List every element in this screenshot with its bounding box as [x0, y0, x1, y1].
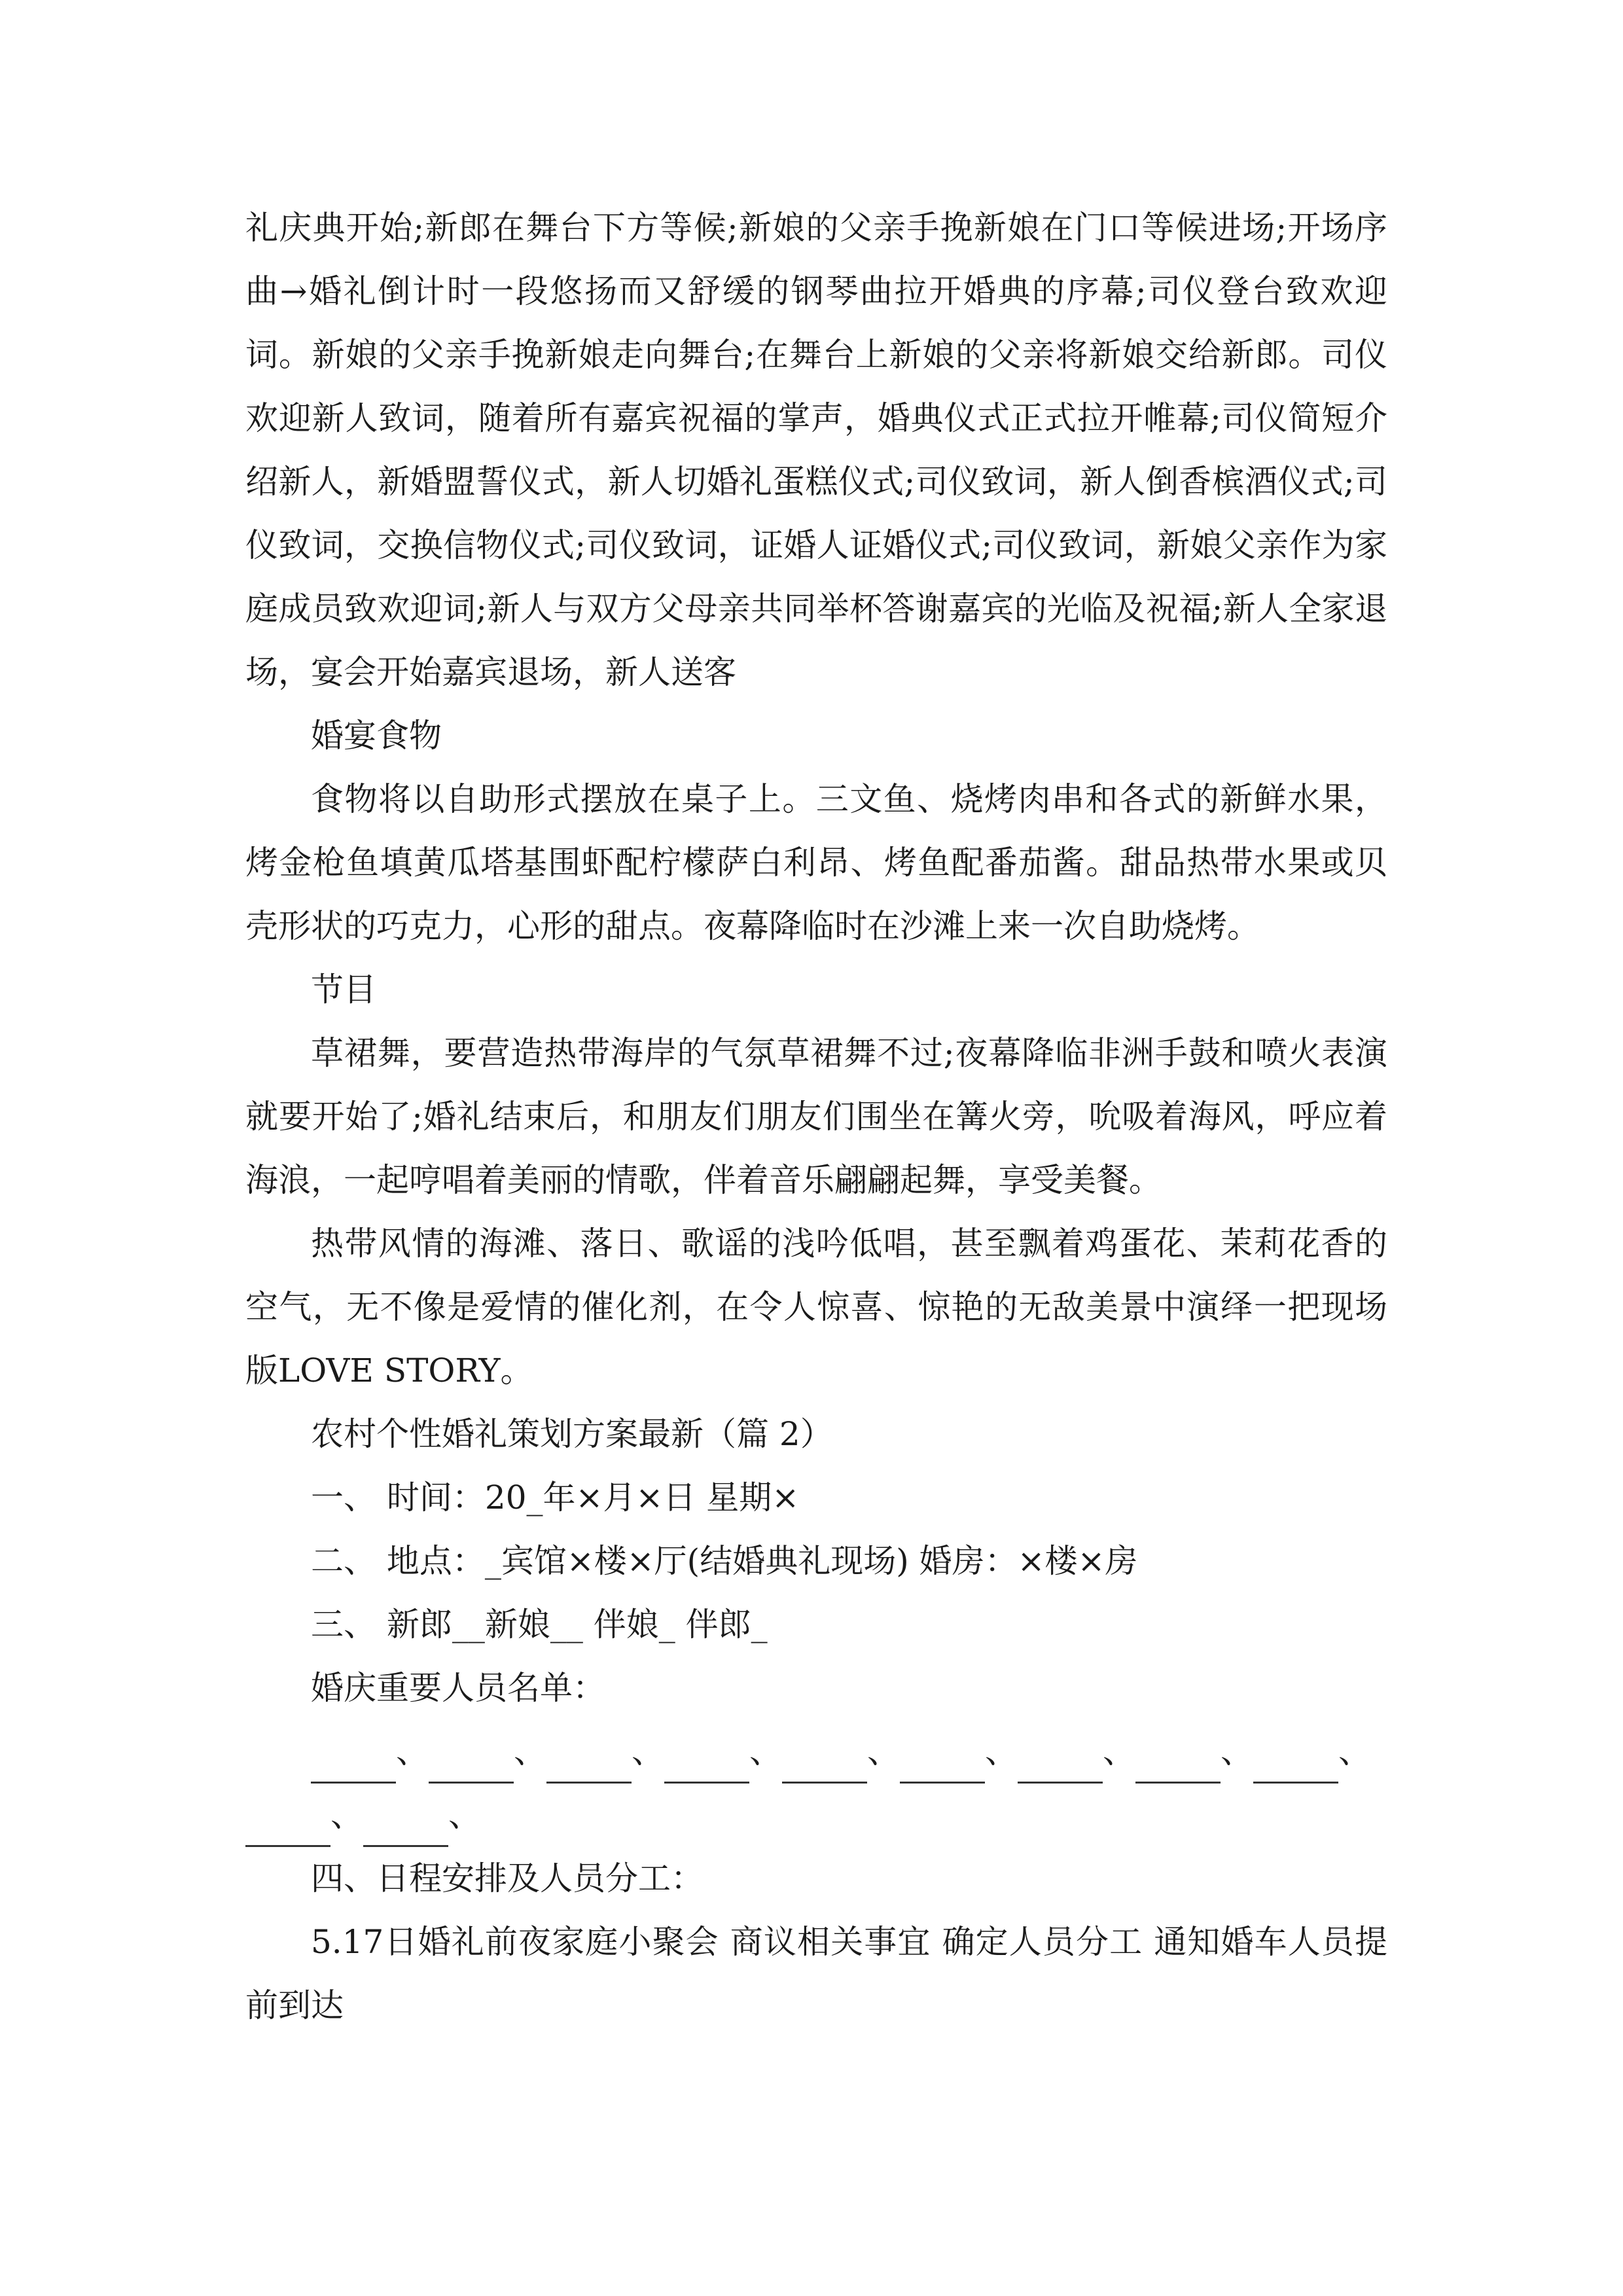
name-separator: 、 — [330, 1796, 363, 1834]
name-blank — [245, 1806, 330, 1847]
name-blank — [900, 1742, 985, 1784]
name-blank — [1253, 1742, 1338, 1784]
name-blank — [363, 1806, 448, 1847]
section-title-2: 农村个性婚礼策划方案最新（篇 2） — [311, 1415, 833, 1453]
item-time: 一、 时间：20_年×月×日 星期× — [311, 1479, 800, 1516]
name-separator: 、 — [749, 1732, 782, 1770]
item-location: 二、 地点：_宾馆×楼×厅(结婚典礼现场) 婚房：×楼×房 — [311, 1542, 1138, 1580]
name-blank — [546, 1742, 632, 1784]
ceremony-paragraph: 礼庆典开始;新郎在舞台下方等候;新娘的父亲手挽新娘在门口等候进场;开场序曲→婚礼倒计时一段悠扬而又舒缓的钢琴曲拉开婚典的序幕;司仪登台致欢迎词。新娘的父亲手挽新娘走向舞台;在舞台上新娘的父亲将新娘交给新郎。司仪欢迎新人致词，随着所有嘉宾祝福的掌声，婚典仪式正式拉开帷幕;司仪简短介绍新人，新婚盟誓仪式，新人切婚礼蛋糕仪式;司仪致词，新人倒香槟酒仪式;司仪致词，交换信物仪式;司仪致词，证婚人证婚仪式;司仪致词，新娘父亲作为家庭成员致欢迎词;新人与双方父母亲共同举杯答谢嘉宾的光临及祝福;新人全家退场，宴会开始嘉宾退场，新人送客 — [245, 209, 1387, 691]
name-blank — [1018, 1742, 1103, 1784]
names-blank-row-1 — [245, 1720, 1387, 1784]
name-blank — [311, 1742, 396, 1784]
name-separator: 、 — [396, 1732, 429, 1770]
name-separator: 、 — [985, 1732, 1018, 1770]
name-blank — [664, 1742, 749, 1784]
name-separator: 、 — [867, 1732, 900, 1770]
name-separator: 、 — [632, 1732, 664, 1770]
name-separator: 、 — [1103, 1732, 1135, 1770]
name-separator: 、 — [514, 1732, 546, 1770]
name-blank — [1135, 1742, 1221, 1784]
document-body — [245, 196, 1387, 2037]
names-heading: 婚庆重要人员名单： — [311, 1669, 605, 1707]
names-blank-row-2 — [245, 1784, 1387, 1847]
love-story-paragraph: 热带风情的海滩、落日、歌谣的浅吟低唱，甚至飘着鸡蛋花、茉莉花香的空气，无不像是爱情的催化剂，在令人惊喜、惊艳的无敌美景中演绎一把现场版LOVE STORY。 — [245, 1225, 1387, 1390]
schedule-heading: 四、日程安排及人员分工： — [311, 1859, 704, 1897]
name-separator: 、 — [448, 1796, 481, 1834]
name-blank — [782, 1742, 867, 1784]
food-heading: 婚宴食物 — [311, 717, 442, 755]
name-separator: 、 — [1338, 1732, 1371, 1770]
name-blank — [429, 1742, 514, 1784]
item-people: 三、 新郎__新娘__ 伴娘_ 伴郎_ — [311, 1605, 768, 1643]
program-paragraph: 草裙舞，要营造热带海岸的气氛草裙舞不过;夜幕降临非洲手鼓和喷火表演就要开始了;婚礼结束后，和朋友们朋友们围坐在篝火旁，吮吸着海风，呼应着海浪，一起哼唱着美丽的情歌，伴着音乐翩翩起舞，享受美餐。 — [245, 1034, 1387, 1199]
food-paragraph: 食物将以自助形式摆放在桌子上。三文鱼、烧烤肉串和各式的新鲜水果，烤金枪鱼填黄瓜塔基围虾配柠檬萨白利昂、烤鱼配番茄酱。甜品热带水果或贝壳形状的巧克力，心形的甜点。夜幕降临时在沙滩上来一次自助烧烤。 — [245, 780, 1387, 945]
name-separator: 、 — [1221, 1732, 1253, 1770]
schedule-paragraph: 5.17日婚礼前夜家庭小聚会 商议相关事宜 确定人员分工 通知婚车人员提前到达 — [245, 1923, 1387, 2024]
program-heading: 节目 — [311, 971, 376, 1009]
